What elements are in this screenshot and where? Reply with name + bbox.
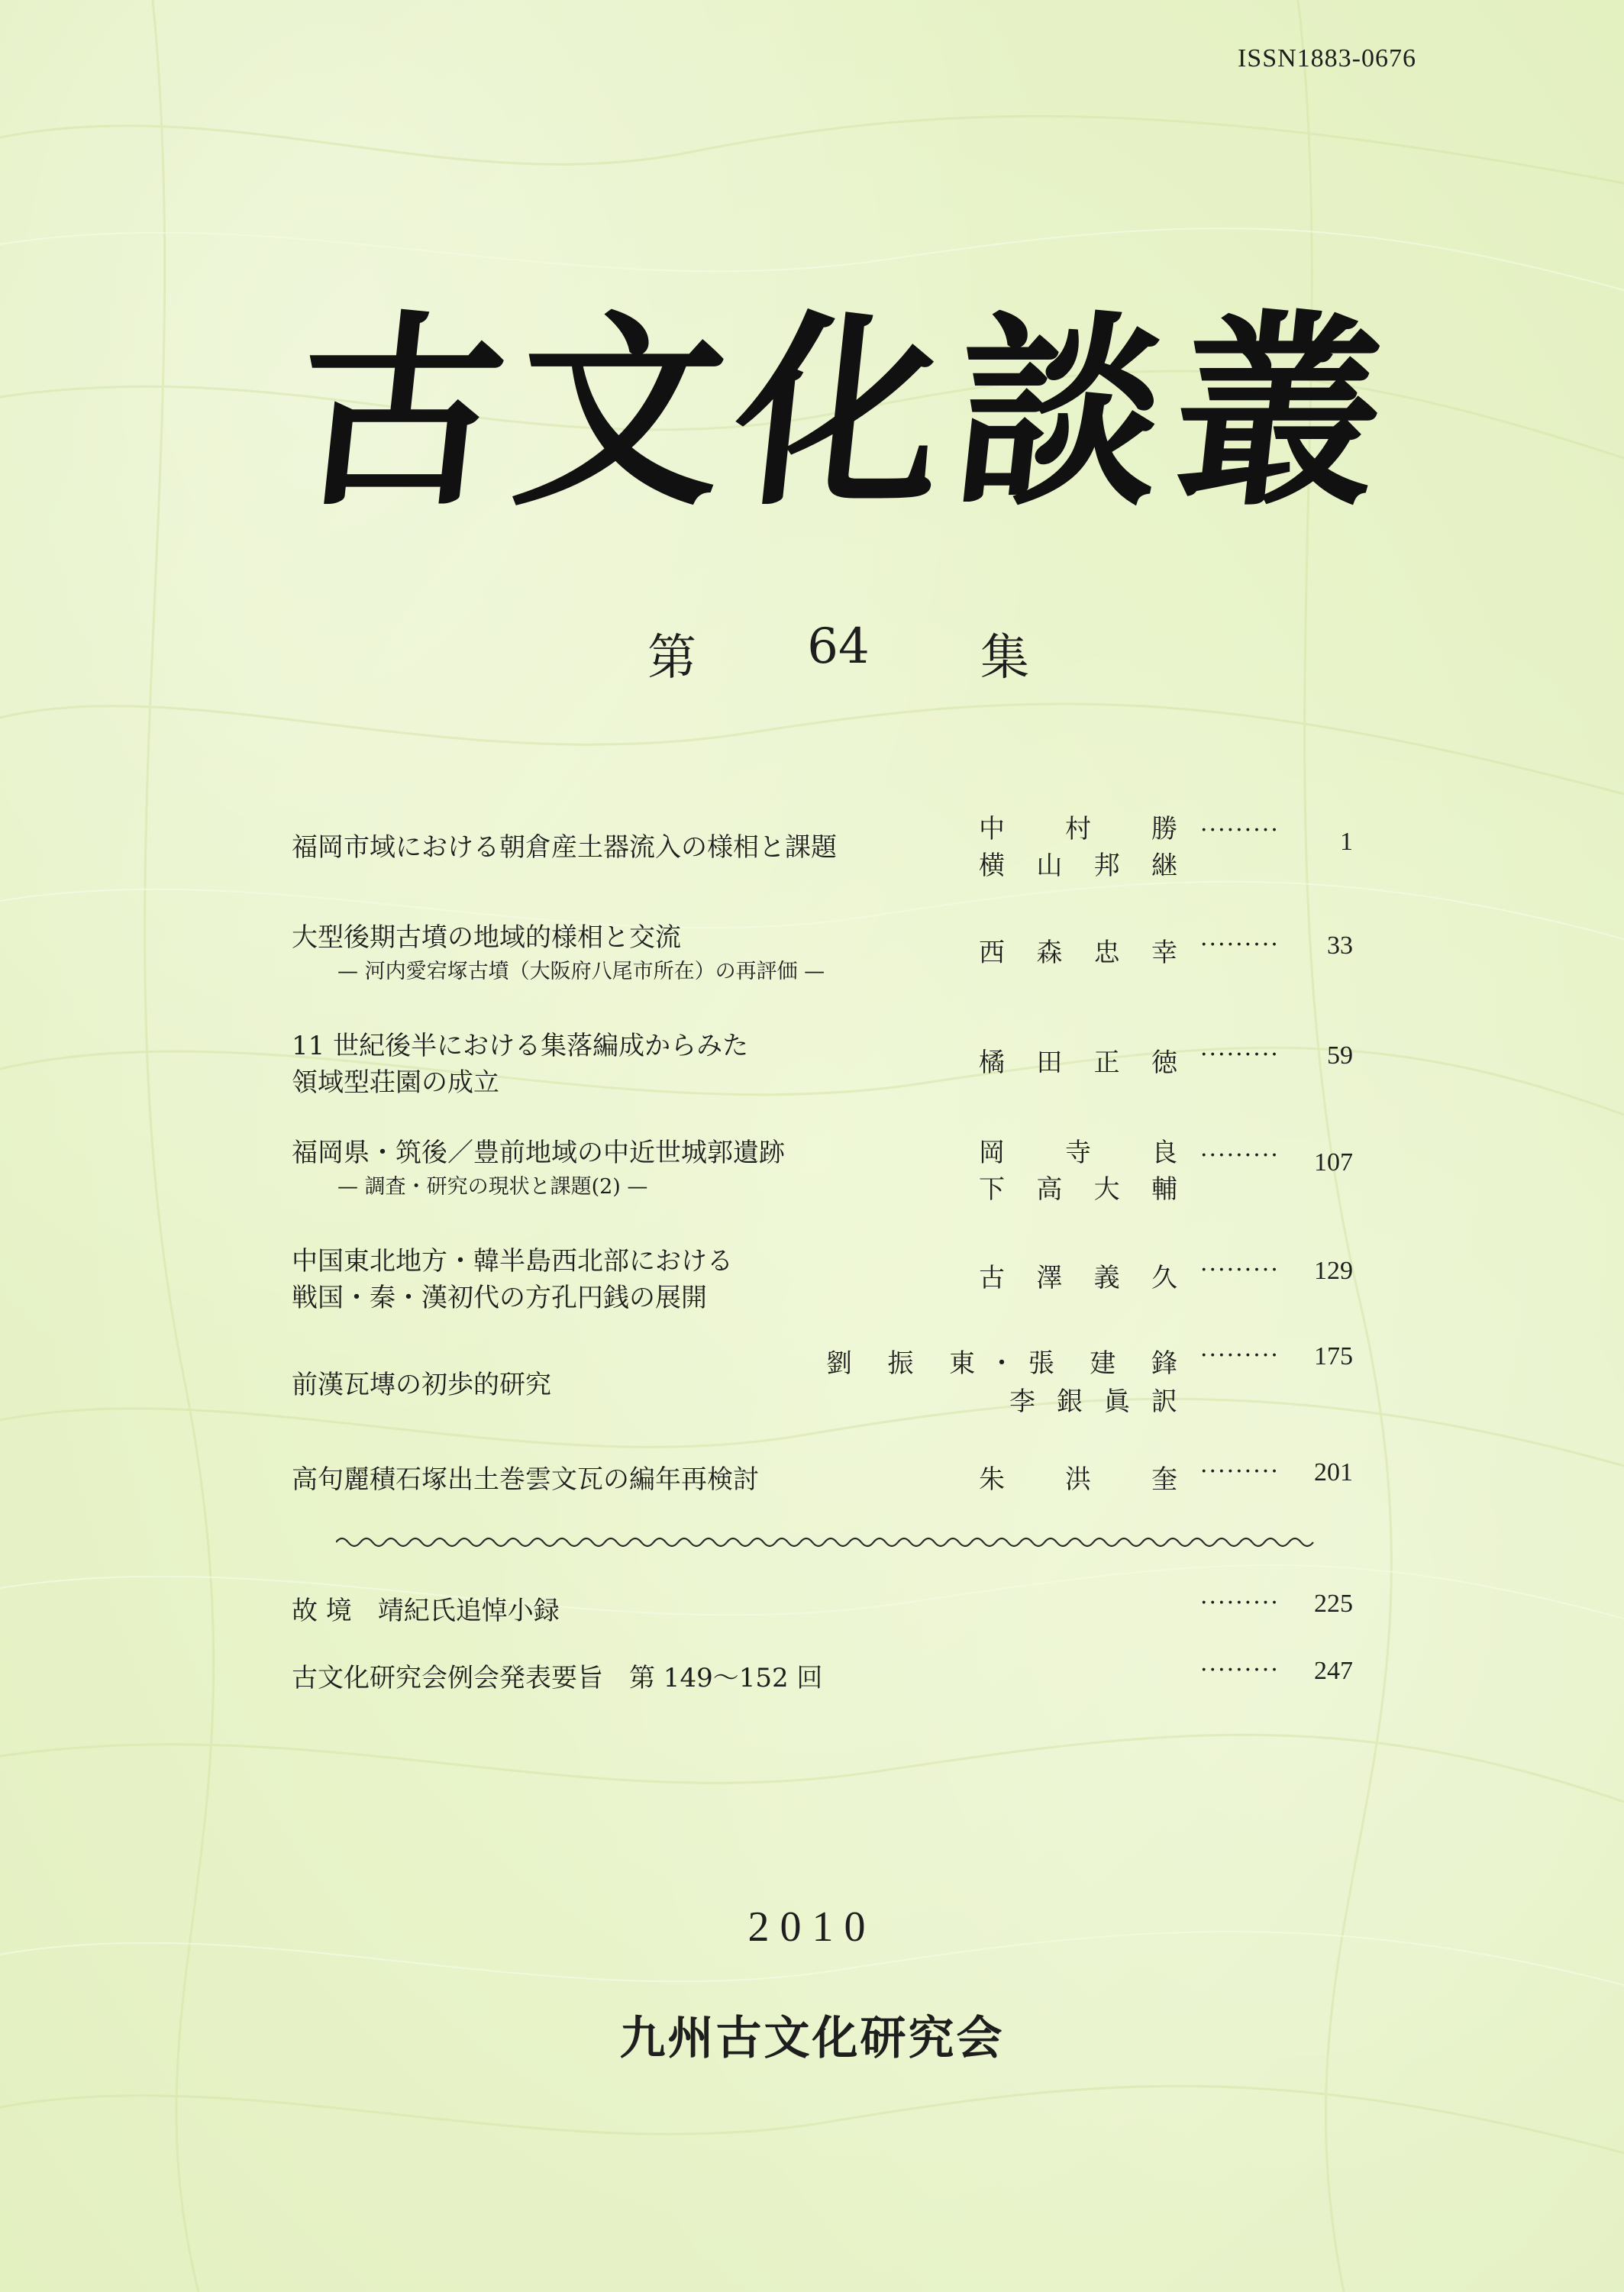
title-char: 化 xyxy=(724,291,956,534)
entry-author: 横 山 邦 継 xyxy=(979,851,1177,881)
volume-suffix: 集 xyxy=(980,630,1029,686)
leader-dots: ········· xyxy=(1200,1142,1280,1169)
title-char: 古 xyxy=(285,291,517,534)
leader-dots: ········· xyxy=(1200,1657,1280,1683)
table-of-contents xyxy=(292,802,1361,1519)
leader-dots: ········· xyxy=(1200,1458,1280,1485)
toc-entry xyxy=(292,802,1361,909)
entry-page: 59 xyxy=(1327,1041,1353,1070)
volume-number xyxy=(647,618,1029,689)
entry-author: 西 森 忠 幸 xyxy=(979,938,1177,968)
publisher-name: 九州古文化研究会 xyxy=(619,2012,1005,2065)
entry-title-line2: 戦国・秦・漢初代の方孔円銭の展開 xyxy=(292,1283,707,1313)
wavy-divider xyxy=(336,1533,1329,1551)
appendix-entry xyxy=(292,1657,1361,1695)
appendix-label: 故 境 靖紀氏追悼小録 xyxy=(292,1596,560,1626)
volume-prefix: 第 xyxy=(647,630,696,686)
leader-dots: ········· xyxy=(1200,1590,1280,1616)
entry-title: 大型後期古墳の地域的様相と交流 xyxy=(292,922,681,953)
entry-title: 前漢瓦塼の初歩的研究 xyxy=(292,1370,551,1400)
entry-author: 下 高 大 輔 xyxy=(979,1174,1177,1205)
publication-year: 2010 xyxy=(747,1903,877,1951)
appendix-page: 247 xyxy=(1314,1657,1353,1685)
leader-dots: ········· xyxy=(1200,1041,1280,1068)
entry-title: 中国東北地方・韓半島西北部における xyxy=(292,1246,733,1277)
entry-page: 129 xyxy=(1314,1257,1353,1285)
journal-title xyxy=(284,282,1396,542)
entry-title: 福岡県・筑後／豊前地域の中近世城郭遺跡 xyxy=(292,1138,785,1168)
toc-entry xyxy=(292,1234,1361,1342)
entry-author: 朱 洪 奎 xyxy=(979,1464,1177,1495)
entry-subtitle: — 河内愛宕塚古墳（大阪府八尾市所在）の再評価 — xyxy=(337,960,825,983)
entry-title-line2: 領域型荘園の成立 xyxy=(292,1067,499,1098)
entry-page: 1 xyxy=(1340,828,1353,856)
entry-subtitle: — 調査・研究の現状と課題(2) — xyxy=(337,1175,648,1199)
leader-dots: ········· xyxy=(1200,931,1280,958)
toc-entry xyxy=(292,1017,1361,1125)
entry-title: 11 世紀後半における集落編成からみた xyxy=(292,1031,749,1061)
entry-title: 福岡市域における朝倉産土器流入の様相と課題 xyxy=(292,832,837,863)
toc-entry xyxy=(292,1125,1361,1234)
appendix-label: 古文化研究会例会発表要旨 第 149〜152 回 xyxy=(292,1663,823,1693)
appendix-entry xyxy=(292,1590,1361,1628)
entry-page: 107 xyxy=(1314,1148,1353,1177)
toc-entry xyxy=(292,1342,1361,1451)
entry-author: 中 村 勝 xyxy=(979,814,1177,844)
entry-author: 橘 田 正 徳 xyxy=(979,1048,1177,1078)
entry-author: 古 澤 義 久 xyxy=(979,1263,1177,1293)
leader-dots: ········· xyxy=(1200,817,1280,844)
entry-page: 175 xyxy=(1314,1342,1353,1370)
volume-value: 64 xyxy=(807,618,870,675)
entry-page: 201 xyxy=(1314,1458,1353,1487)
leader-dots: ········· xyxy=(1200,1257,1280,1283)
entry-author: 劉 振 東・張 建 鋒 xyxy=(826,1348,1177,1379)
title-char: 叢 xyxy=(1163,291,1395,534)
leader-dots: ········· xyxy=(1200,1342,1280,1369)
title-char: 文 xyxy=(504,291,737,534)
entry-title: 高句麗積石塚出土巻雲文瓦の編年再検討 xyxy=(292,1464,759,1495)
entry-author: 李 銀 眞 訳 xyxy=(1009,1386,1177,1417)
toc-entry xyxy=(292,1451,1361,1519)
entry-author: 岡 寺 良 xyxy=(979,1138,1177,1168)
title-char: 談 xyxy=(943,291,1176,534)
toc-entry xyxy=(292,909,1361,1017)
issn: ISSN1883-0676 xyxy=(1237,44,1416,73)
appendix-page: 225 xyxy=(1314,1590,1353,1618)
entry-page: 33 xyxy=(1327,931,1353,960)
